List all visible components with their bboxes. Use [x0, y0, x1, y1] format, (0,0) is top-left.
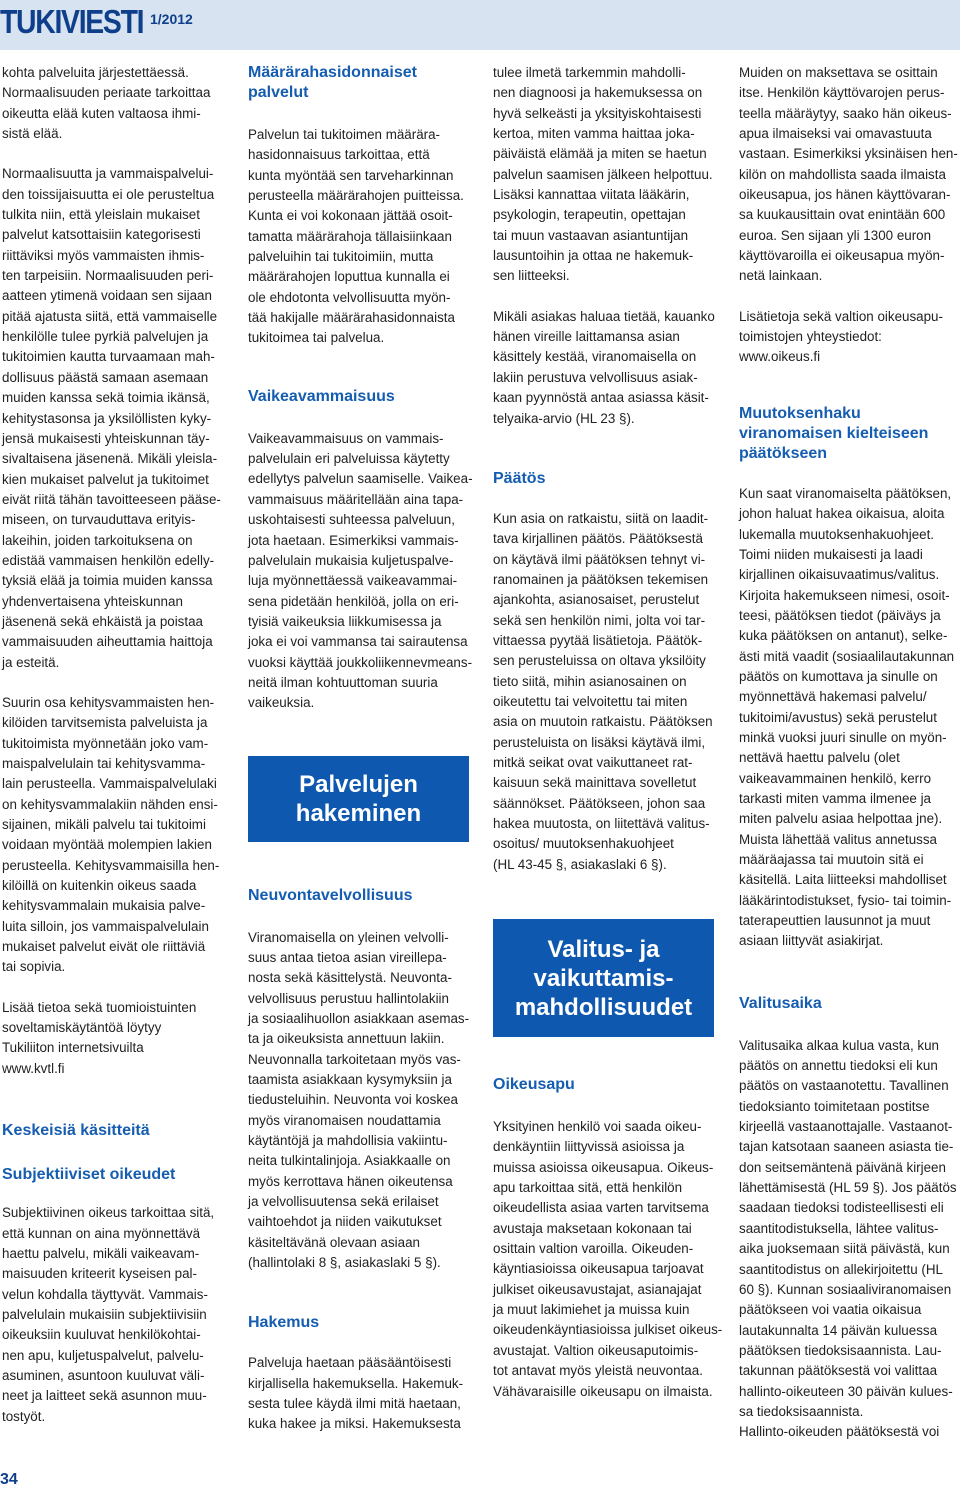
text-line: palvelut katsottaisiin kategorisesti [2, 227, 201, 243]
text-line: palveluihin tai tukitoimiin, mutta [248, 249, 434, 265]
text-line: minkä vuoksi juuri sinulle on myön- [739, 729, 947, 745]
text-line: tukitoimi/avustus) sekä perustelut [739, 709, 937, 725]
section-heading [248, 886, 471, 906]
text-line: telyaika-arvio (HL 23 §). [493, 410, 635, 426]
text-line: kirjeellä vastaanottajalle. Vastaanot- [739, 1119, 953, 1135]
text-line: päiväistä elämää ja miten se haetun [493, 146, 707, 162]
text-line: muiden kanssa sekä toimia ikänsä, [2, 390, 210, 406]
text-line: tai muun vastaavan asiantuntijan [493, 227, 689, 243]
text-line: asiaan liittyvät asiakirjat. [739, 933, 884, 949]
text-line: päätös on vastaanotettu. Tavallinen [739, 1078, 949, 1094]
text-line: neitä ilman kohtuuttoman suuria [248, 674, 438, 690]
text-line: Lisäksi kannattaa viitata lääkärin, [493, 187, 690, 203]
text-line: johon haluat hakea oikaisua, aloita [739, 506, 945, 522]
text-line: ta ja oikeuksista annettuun lakiin. [248, 1031, 445, 1047]
text-line: 60 §). Kunnan sosiaaliviranomaisen [739, 1281, 952, 1297]
text-line: tulee ilmetä tarkemmin mahdolli- [493, 65, 686, 80]
text-line: kien mukaiset palvelut ja tukitoimet [2, 471, 209, 487]
magazine-logo: TUKIVIESTI [0, 3, 144, 40]
text-line: jäsenenä sekä ehkäistä ja poistaa [2, 613, 203, 629]
section-heading [248, 63, 471, 103]
text-line: Neuvonnalla tarkoitetaan myös vas- [248, 1051, 461, 1067]
text-line: velun kohdalla täyttyvät. Vammais- [2, 1286, 208, 1302]
text-line: lausuntoihin ja ottaa ne hakemuk- [493, 248, 694, 264]
text-line: Oikeusapu [493, 1076, 575, 1094]
text-line: hakea muutosta, on liitettävä valitus- [493, 816, 710, 831]
text-line: dollisuus päästä samaan asemaan [2, 369, 209, 385]
text-line: lukemalla muutoksenhakuohjeet. [739, 526, 935, 542]
paragraph [2, 63, 228, 144]
text-line: edellytys palvelun saamiselle. Vaikea- [248, 471, 473, 487]
text-line: oikeutettu tai velvoitettu tai miten [493, 693, 688, 709]
text-line: tyksiä elää ja toimia muiden kanssa [2, 573, 213, 589]
text-line: vaikeuksia. [248, 695, 315, 711]
text-line: voidaan myöntää molempien lakien [2, 837, 212, 853]
text-line: netä lainkaan. [739, 268, 823, 284]
text-line: Hallinto-oikeuden päätöksestä voi [739, 1424, 940, 1440]
text-line: (hallintolaki 8 §, asiakaslaki 5 §). [248, 1255, 441, 1271]
text-line: apu tarkoittaa sitä, että henkilön [493, 1180, 683, 1196]
text-line: Vaikeavammaisuus on vammais- [248, 430, 444, 446]
text-line: luja myönnettäessä vaikeavammai- [248, 573, 458, 589]
text-line: saantitodistus on allekirjoitettu (HL [739, 1261, 943, 1277]
text-line: palvelun saamisen jälkeen helpottuu. [493, 166, 713, 182]
text-line: kunta myöntää sen tarveharkinnan [248, 167, 454, 183]
text-line: joka ei voi vammansa tai sairautensa [248, 634, 468, 650]
paragraph [2, 164, 228, 673]
paragraph [493, 1117, 723, 1402]
text-line: perusteella. Kehitysvammaisilla hen- [2, 857, 220, 873]
text-line: saadaan tiedoksi todisteellisesti eli [739, 1200, 944, 1216]
text-line: päätökseen voi vaatia oikaisua [739, 1302, 922, 1318]
text-line: sivaltaisena jäsenenä. Mikäli yleisla- [2, 451, 218, 467]
text-line: sesta tulee käydä ilmi mitä haetaan, [248, 1396, 461, 1412]
text-line: don seitsemäntenä päivänä kirjeen [739, 1159, 946, 1175]
paragraph [493, 509, 719, 875]
text-line: kuka hakee ja miksi. Hakemuksesta [248, 1416, 461, 1432]
text-line: Keskeisiä käsitteitä [2, 1122, 150, 1140]
text-line: ranomainen ja päätöksen tekemisen [493, 571, 709, 587]
text-line: neet ja laitteet sekä asunnon muu- [2, 1388, 207, 1404]
text-line: Palveluja haetaan pääsääntöisesti [248, 1355, 452, 1371]
text-line: tieto siitä, mihin asianosainen on [493, 673, 687, 689]
text-line: käyntiasioissa oikeusapua tarjoavat [493, 1261, 704, 1277]
text-line: käsittely kestää, viranomaisella on [493, 349, 697, 365]
text-line: säännökset. Päätökseen, johon saa [493, 795, 706, 811]
text-line: palvelulain mukaisia kuljetuspalve- [248, 552, 454, 568]
text-line: tiedoksianto toimitetaan postitse [739, 1098, 930, 1114]
text-line: tostyöt. [2, 1408, 46, 1424]
text-line: ajankohta, asianosaiset, perustelut [493, 592, 700, 608]
text-line: määrärahojen loputtua kunnalla ei [248, 269, 450, 285]
text-line: tamatta määrärahoja tällaisiinkaan [248, 228, 452, 244]
text-line: oikeuksiin kuuluvat henkilökohtai- [2, 1327, 201, 1343]
text-line: Muiden on maksettava se osittain [739, 65, 938, 80]
text-line: Valitusaika alkaa kulua vasta, kun [739, 1037, 939, 1053]
text-line: mitkä seikat ovat vaikuttaneet rat- [493, 754, 693, 770]
text-line: edistää vammaisen henkilön edelly- [2, 552, 215, 568]
text-line: nosta sekä käsittelystä. Neuvonta- [248, 970, 452, 986]
text-line: kaan pyynnöstä antaa asiassa käsit- [493, 390, 709, 406]
text-line: lakeihin, joiden tarkoituksena on [2, 532, 193, 548]
text-line: ja sosiaalihuollon asiakkaan asemas- [248, 1010, 470, 1026]
text-line: hänen vireille laittamansa asian [493, 329, 680, 345]
text-line: määräajassa tai muutoin sitä ei [739, 852, 924, 867]
text-line: lautakunnalta 14 päivän kuluessa [739, 1322, 938, 1338]
text-line: Kun asia on ratkaistu, siitä on laadit- [493, 510, 709, 526]
text-line: eivät riitä tähän tavoitteeseen pääse- [2, 491, 221, 507]
text-line: oikeudellista asiaa varten tarvitsema [493, 1200, 709, 1216]
text-line: vammaisuus määritellään aina tapa- [248, 491, 464, 507]
text-line: Viranomaisella on yleinen velvolli- [248, 929, 449, 945]
column-2 [248, 63, 471, 1435]
text-line: Neuvontavelvollisuus [248, 886, 413, 904]
text-line: haettu palvelu, mikäli vaikeavam- [2, 1245, 200, 1261]
text-line: oikeudenkäyntiasioissa julkiset oikeus- [493, 1322, 723, 1338]
text-line: taterapeuttien lausunnot ja muut [739, 913, 931, 929]
text-line: ja muut lakimiehet ja muissa kuin [493, 1302, 690, 1318]
text-line: den toissijaisuutta ei ole perusteltua [2, 186, 215, 202]
text-line: kertoa, miten vamma haittaa joka- [493, 126, 695, 142]
paragraph [2, 1203, 228, 1427]
text-line: Toimi niiden mukaisesti ja laadi [739, 546, 923, 562]
page-number: 34 [0, 1471, 18, 1488]
text-line: Kirjoita hakemukseen nimesi, osoit- [739, 587, 950, 603]
text-line: vastaan. Esimerkiksi yksinäisen hen- [739, 146, 958, 162]
text-line: avustajat. Valtion oikeusaputoimis- [493, 1342, 699, 1358]
text-line: kirjallinen oikaisuvaatimus/valitus. [739, 567, 940, 583]
text-line: Hakemus [248, 1314, 320, 1332]
text-line: riittäviksi myös vammaisten ihmis- [2, 247, 205, 263]
text-line: nen apu, kuljetuspalvelut, palvelu- [2, 1347, 204, 1363]
text-line: Normaalisuuden periaate tarkoittaa [2, 85, 211, 101]
text-line: uskohtaisesti suhteessa palveluun, [248, 512, 455, 528]
text-line: euroa. Sen sijaan yli 1300 euron [739, 227, 932, 243]
text-line: Valitus- ja [547, 936, 660, 964]
paragraph [248, 1353, 471, 1434]
paragraph [248, 125, 471, 349]
paragraph [739, 63, 960, 287]
text-line: sa kuukausittain ovat enintään 600 [739, 207, 946, 223]
text-line: psykologin, terapeutin, opettajan [493, 207, 686, 223]
text-line: sa tiedoksisaannista. [739, 1403, 864, 1419]
text-line: muissa asioissa oikeusapua. Oikeus- [493, 1159, 714, 1175]
text-line: itse. Henkilön käyttövarojen perus- [739, 85, 945, 101]
text-line: Lisätietoja sekä valtion oikeusapu- [739, 308, 943, 324]
text-line: tukitoimea tai palvelua. [248, 330, 385, 346]
section-heading [739, 404, 960, 464]
text-line: Palvelujen [299, 770, 418, 798]
text-line: sena pidetään henkilöä, jolla on eri- [248, 593, 459, 609]
text-line: oikeusapua, jos hänen käyttövaran- [739, 187, 951, 203]
text-line: käsiteltävänä olevaan asiaan [248, 1234, 420, 1250]
text-line: apua ilmaiseksi vai omavastuuta [739, 126, 932, 142]
section-heading [493, 469, 719, 489]
text-line: sijainen, mikäli palvelu tai tukitoimi [2, 817, 206, 833]
text-line: kirjallisella hakemuksella. Hakemuk- [248, 1375, 464, 1391]
text-line: palvelulain mukaisiin subjektiivisiin [2, 1306, 207, 1322]
paragraph [2, 693, 228, 978]
text-line: lain perusteella. Vammaispalvelulaki [2, 776, 217, 792]
text-line: tukitoimien kautta turvaamaan mah- [2, 349, 215, 365]
text-line: päätös on kumottava ja sinulle on [739, 668, 938, 684]
text-line: sen perusteluissa on oltava yksilöity [493, 653, 706, 669]
text-line: lääkärintodistukset, fysio- tai toimin- [739, 892, 952, 908]
text-line: perusteella määrärahojen puitteissa. [248, 188, 464, 204]
text-line: toimistojen yhteystiedot: [739, 329, 882, 345]
text-line: velvollisuus perustuu hallintolakiin [248, 990, 449, 1006]
text-line: Normaalisuutta ja vammaispalvelui- [2, 166, 214, 182]
text-line: kilöillä on kuitenkin oikeus saada [2, 878, 197, 894]
section-callout [248, 756, 469, 842]
text-line: Subjektiivinen oikeus tarkoittaa sitä, [2, 1205, 215, 1221]
text-line: osittain valtion varoilla. Oikeuden- [493, 1241, 694, 1257]
text-line: takunnan päätöksestä voi valittaa [739, 1363, 938, 1379]
text-line: miseen, on turvauduttava erityis- [2, 512, 196, 528]
text-line: teella määräytyy, saako hän oikeus- [739, 105, 952, 121]
header-band [0, 0, 960, 50]
text-line: Päätös [493, 469, 546, 487]
text-line: nen diagnoosi ja hakemuksessa on [493, 85, 703, 101]
column-4 [739, 63, 960, 1443]
text-line: yhdenvertaisena yhteiskunnan [2, 593, 183, 609]
text-line: myös kerrottava hänen oikeutensa [248, 1173, 453, 1189]
text-line: henkilölle tulee pyrkiä palvelujen ja [2, 329, 209, 345]
text-line: vaikeavammainen henkilö, kerro [739, 770, 932, 786]
text-line: neita tulkintalinjoja. Asiakkaalle on [248, 1153, 451, 1169]
text-line: on käytävä ilmi päätöksen tehnyt vi- [493, 551, 706, 567]
column-1 [2, 63, 228, 1427]
text-line: lakiin perustuva velvollisuus asiak- [493, 369, 698, 385]
text-line: Määrärahasidonnaiset [248, 64, 417, 81]
text-line: hasidonnaisuus tarkoittaa, että [248, 147, 430, 163]
text-line: www.oikeus.fi [739, 349, 821, 365]
text-line: Vaikeavammaisuus [248, 387, 395, 405]
text-line: lähettämisestä (HL 59 §). Jos päätös [739, 1180, 957, 1196]
section-heading [248, 1313, 471, 1333]
paragraph [248, 429, 471, 673]
text-line: viranomaisen kielteiseen [739, 424, 929, 442]
text-line: sen liitteeksi. [493, 268, 570, 284]
text-line: luita silloin, jos vammaispalvelulain [2, 918, 209, 934]
text-line: sistä elää. [2, 126, 63, 142]
text-line: tava kirjallinen päätös. Päätöksestä [493, 531, 703, 547]
text-line: hallinto-oikeuteen 30 päivän kulues- [739, 1383, 953, 1399]
paragraph [2, 998, 228, 1079]
text-line: tot antavat myös yleistä neuvontaa. [493, 1363, 703, 1379]
text-line: tää hakijalle määrärahasidonnaista [248, 310, 455, 326]
text-line: ja esteitä. [2, 654, 60, 670]
text-line: päätös on annettu tiedoksi eli kun [739, 1058, 938, 1074]
text-line: taamista asiakkaan kysymyksiin ja [248, 1072, 452, 1087]
text-line: Muista lähettää valitus annetussa [739, 831, 938, 847]
text-line: aika juoksemaan siitä päivästä, kun [739, 1241, 950, 1257]
text-line: kehitysvammalain mukaisia palve- [2, 898, 206, 914]
text-line: Yksityinen henkilö voi saada oikeu- [493, 1119, 702, 1135]
text-line: Valitusaika [739, 994, 822, 1012]
text-line: palvelulain eri palveluissa käytetty [248, 451, 450, 467]
text-line: Muutoksenhaku [739, 404, 861, 422]
text-line: Tukiliiton internetsivuilta [2, 1040, 144, 1056]
section-callout [493, 919, 714, 1037]
text-line: suus antaa tietoa asian vireillepa- [248, 949, 447, 965]
paragraph [739, 1036, 960, 1443]
issue-number: 1/2012 [150, 11, 193, 27]
text-line: perusteluista on lisäksi käytävä ilmi, [493, 734, 706, 750]
text-line: että kunnan on aina myönnettävä [2, 1225, 201, 1241]
text-line: Subjektiiviset oikeudet [2, 1166, 176, 1184]
text-line: hyvä selkeästi ja yksityiskohtaisesti [493, 105, 702, 121]
text-line: kilön on mahdollista saada ilmaista [739, 166, 946, 182]
text-line: soveltamiskäytäntöä löytyy [2, 1020, 162, 1036]
text-line: mukaiset palvelut eivät ole riittäviä [2, 939, 206, 955]
text-line: myös viranomaisen noudattamia [248, 1112, 441, 1128]
paragraph [493, 63, 719, 287]
section-heading [739, 994, 960, 1014]
text-line: julkiset oikeusavustajat, asianajajat [493, 1281, 702, 1297]
text-line: ästi mitä vaadit (sosiaalilautakunnan [739, 648, 955, 664]
text-line: päätökseen [739, 444, 828, 462]
text-line: denkäyntiin liittyvissä asioissa ja [493, 1139, 685, 1155]
text-line: tyisiä vaikeuksia liikkumisessa ja [248, 613, 442, 629]
text-line: kaisuun sekä mainittava sovelletut [493, 775, 697, 791]
text-line: www.kvtl.fi [2, 1060, 65, 1076]
text-line: osoitus/ muutoksenhakuohjeet [493, 836, 674, 852]
text-line: Kunta ei voi kokonaan jättää osoit- [248, 208, 453, 224]
text-line: jensä mukaisesti yhteiskunnan täy- [2, 430, 210, 446]
text-line: oikeutta elää kuten valtaosa ihmi- [2, 105, 201, 121]
text-line: kuka päätöksen on antanut), selke- [739, 628, 948, 644]
text-line: kohta palveluita järjestettäessä. [2, 65, 189, 80]
paragraph [739, 307, 960, 368]
text-line: jota haetaan. Esimerkiksi vammais- [248, 532, 459, 548]
text-line: sekä sen henkilön nimi, jolta voi tar- [493, 612, 706, 628]
text-line: nettävä haettu palvelu (olet [739, 750, 900, 766]
paragraph [248, 673, 471, 714]
text-line: on kehitysvammalakiin nähden ensi- [2, 796, 218, 812]
text-line: palvelut [248, 84, 309, 101]
text-line: ole ehdotonta velvollisuutta myön- [248, 289, 451, 305]
text-line: saantitodistuksella, lähtee valitus- [739, 1220, 939, 1236]
text-line: ja velvollisuutensa sekä erilaiset [248, 1194, 439, 1210]
text-line: myönnettävä hakemasi palvelu/ [739, 689, 927, 705]
text-line: maispalvelulain tai kehitysvamma- [2, 756, 206, 771]
text-line: käyttövaroilla ei oikeusapua myön- [739, 248, 945, 264]
text-line: Lisää tietoa sekä tuomioistuinten [2, 999, 197, 1015]
text-line: avustaja maksetaan kokonaan tai [493, 1220, 692, 1236]
text-line: teesi, päätöksen tiedot (päiväys ja [739, 607, 941, 623]
text-line: vaihtoehdot ja niiden vaikutukset [248, 1214, 442, 1230]
text-line: maisuuden kriteerit kyseisen pal- [2, 1266, 197, 1282]
text-line: käytäntöjä ja mahdollisia vakiintu- [248, 1133, 448, 1149]
text-line: käsitellä. Laita liitteeksi mahdolliset [739, 872, 947, 888]
text-line: kehitystasonsa ja yksilöllisten kyky- [2, 410, 212, 426]
text-line: tai sopivia. [2, 959, 66, 975]
text-line: ten tarpeisiin. Normaalisuuden peri- [2, 268, 214, 284]
text-line: pitää ajatusta siitä, että vammaiselle [2, 308, 218, 324]
text-line: Palvelun tai tukitoimen määrära- [248, 127, 441, 142]
paragraph [493, 307, 719, 429]
section-heading [248, 387, 471, 407]
text-line: asia on muutoin ratkaistu. Päätöksen [493, 714, 713, 730]
text-line: kilöiden tarvitsemista palveluista ja [2, 715, 208, 731]
text-line: Suurin osa kehitysvammaisten hen- [2, 694, 215, 710]
text-line: aatteen ytimenä voidaan sen sijaan [2, 288, 212, 304]
text-line: tarkasti miten vamma ilmenee ja [739, 790, 932, 806]
text-line: (HL 43-45 §, asiakaslaki 6 §). [493, 856, 667, 872]
text-line: mahdollisuudet [514, 994, 693, 1022]
text-line: miten palvelu asiaa helpottaa jne). [739, 811, 943, 827]
text-line: tiedusteluihin. Neuvonta voi koskea [248, 1092, 458, 1108]
text-line: tulkita niin, että yleislain mukaiset [2, 207, 200, 223]
text-line: tukitoimista myönnetään joko vam- [2, 735, 209, 751]
text-line: päätöksen tiedoksisaannista. Lau- [739, 1342, 942, 1358]
text-line: Mikäli asiakas haluaa tietää, kauanko [493, 308, 715, 324]
section-heading [2, 1121, 228, 1141]
paragraph [739, 484, 960, 952]
text-line: Kun saat viranomaiselta päätöksen, [739, 485, 952, 501]
text-line: vaikuttamis- [533, 965, 674, 993]
text-line: asuminen, asuntoon kuuluvat väli- [2, 1367, 205, 1383]
text-line: vammaisuuden aiheuttamia haittoja [2, 634, 213, 650]
section-heading [493, 1075, 719, 1095]
section-heading [2, 1165, 228, 1185]
text-line: vuoksi käyttää joukkoliikennevmeans- [248, 654, 473, 670]
text-line: vittaessa pyytää lisätietoja. Päätök- [493, 632, 703, 648]
text-line: hakeminen [295, 799, 422, 827]
text-line: tajan katsotaan saaneen asiasta tie- [739, 1139, 954, 1155]
column-3 [493, 63, 723, 1402]
paragraph [248, 928, 471, 1274]
text-line: Vähävaraisille oikeusapu on ilmaista. [493, 1383, 713, 1399]
